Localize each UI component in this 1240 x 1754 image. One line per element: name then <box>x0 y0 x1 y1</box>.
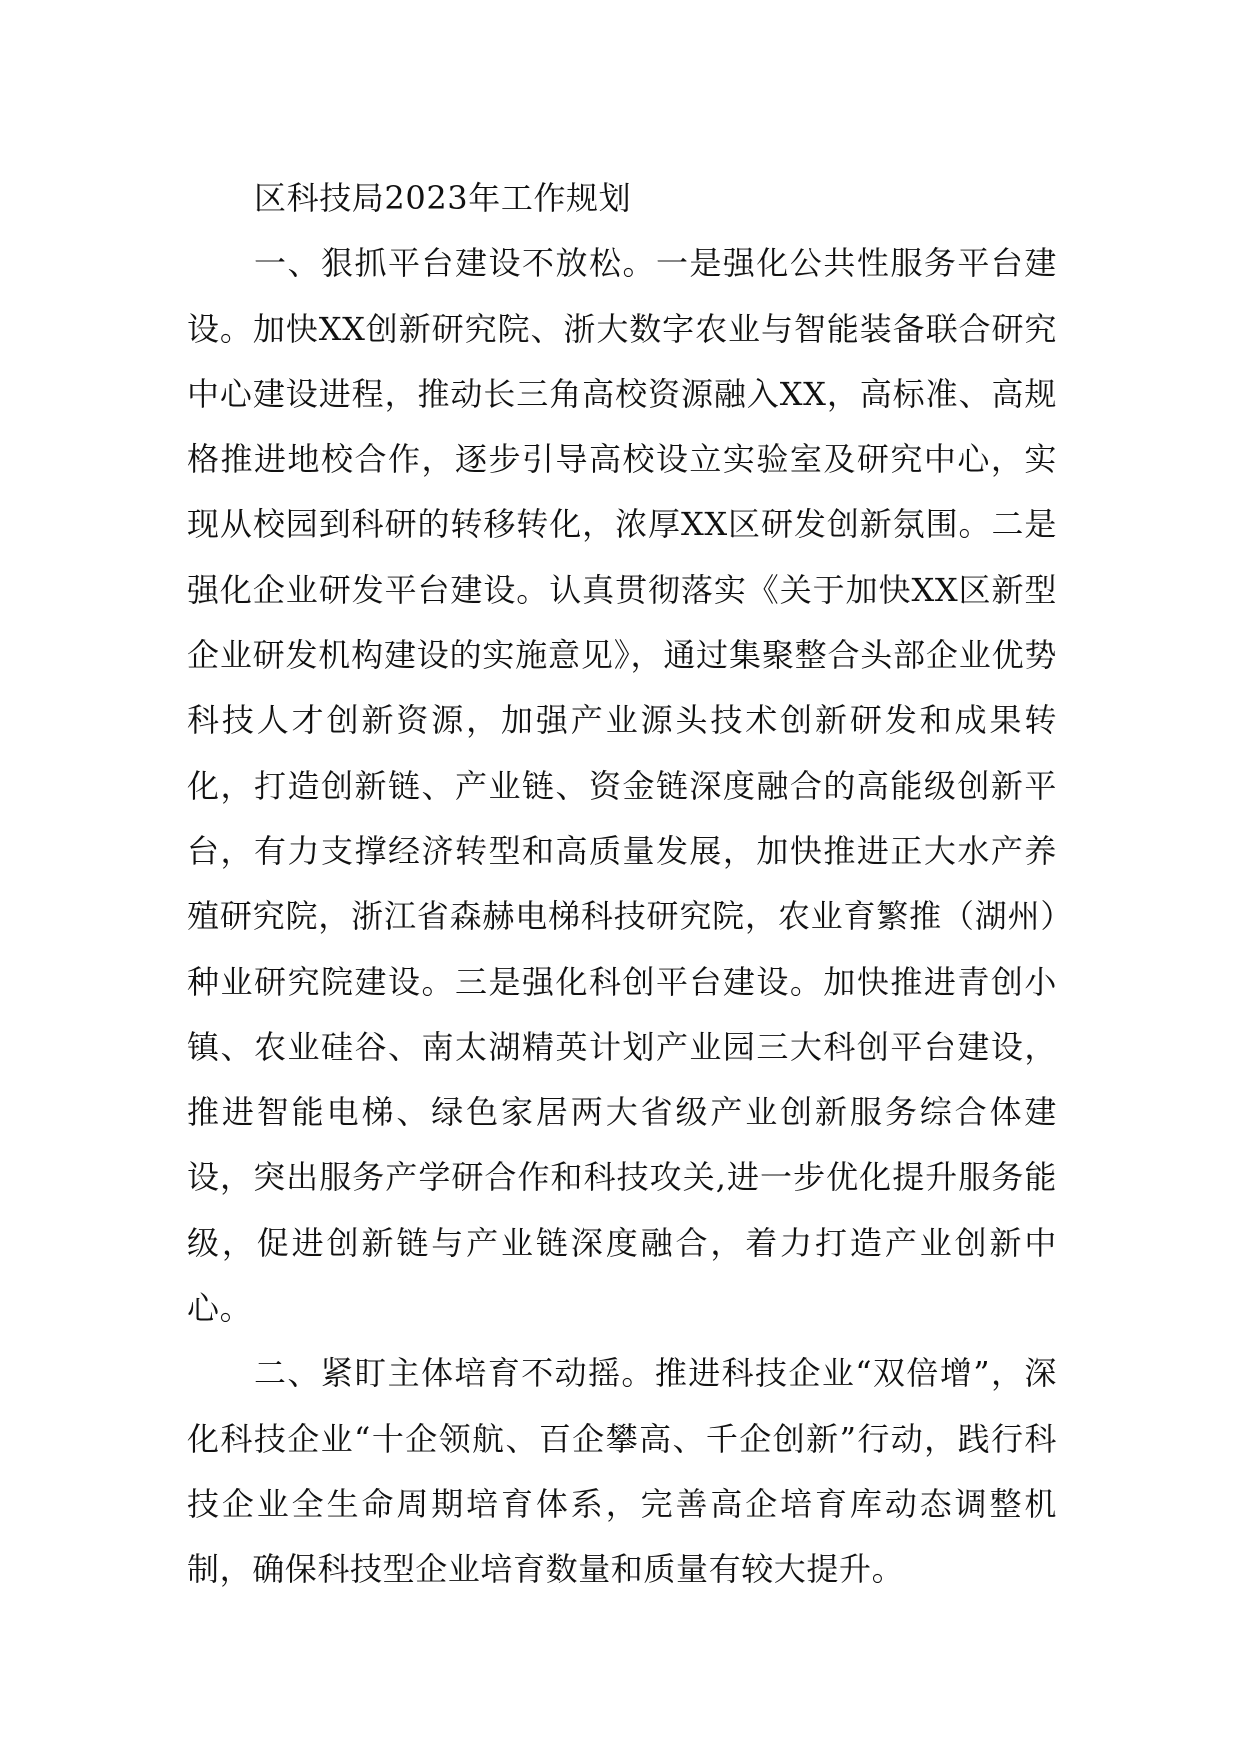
document-body <box>187 166 1057 1603</box>
document-title: 区科技局2023年工作规划 <box>254 179 632 217</box>
paragraph-entity-cultivation: 二、紧盯主体培育不动摇。推进科技企业“双倍增”，深化科技企业“十企领航、百企攀高、千企创新”行动，践行科技企业全生命周期培育体系，完善高企培育库动态调整机制，确保科技型企业培育数量和质量有较大提升。 <box>187 1354 1057 1589</box>
paragraph-platform-construction: 一、狠抓平台建设不放松。一是强化公共性服务平台建设。加快XX创新研究院、浙大数字农业与智能装备联合研究中心建设进程，推动长三角高校资源融入XX，高标准、高规格推进地校合作，逐步引导高校设立实验室及研究中心，实现从校园到科研的转移转化，浓厚XX区研发创新氛围。二是强化企业研发平台建设。认真贯彻落实《关于加快XX区新型企业研发机构建设的实施意见》，通过集聚整合头部企业优势科技人才创新资源，加强产业源头技术创新研发和成果转化，打造创新链、产业链、资金链深度融合的高能级创新平台，有力支撑经济转型和高质量发展，加快推进正大水产养殖研究院，浙江省森赫电梯科技研究院，农业育繁推（湖州）种业研究院建设。三是强化科创平台建设。加快推进青创小镇、农业硅谷、南太湖精英计划产业园三大科创平台建设，推进智能电梯、绿色家居两大省级产业创新服务综合体建设，突出服务产学研合作和科技攻关,进一步优化提升服务能级，促进创新链与产业链深度融合，着力打造产业创新中心。 <box>187 244 1057 1328</box>
